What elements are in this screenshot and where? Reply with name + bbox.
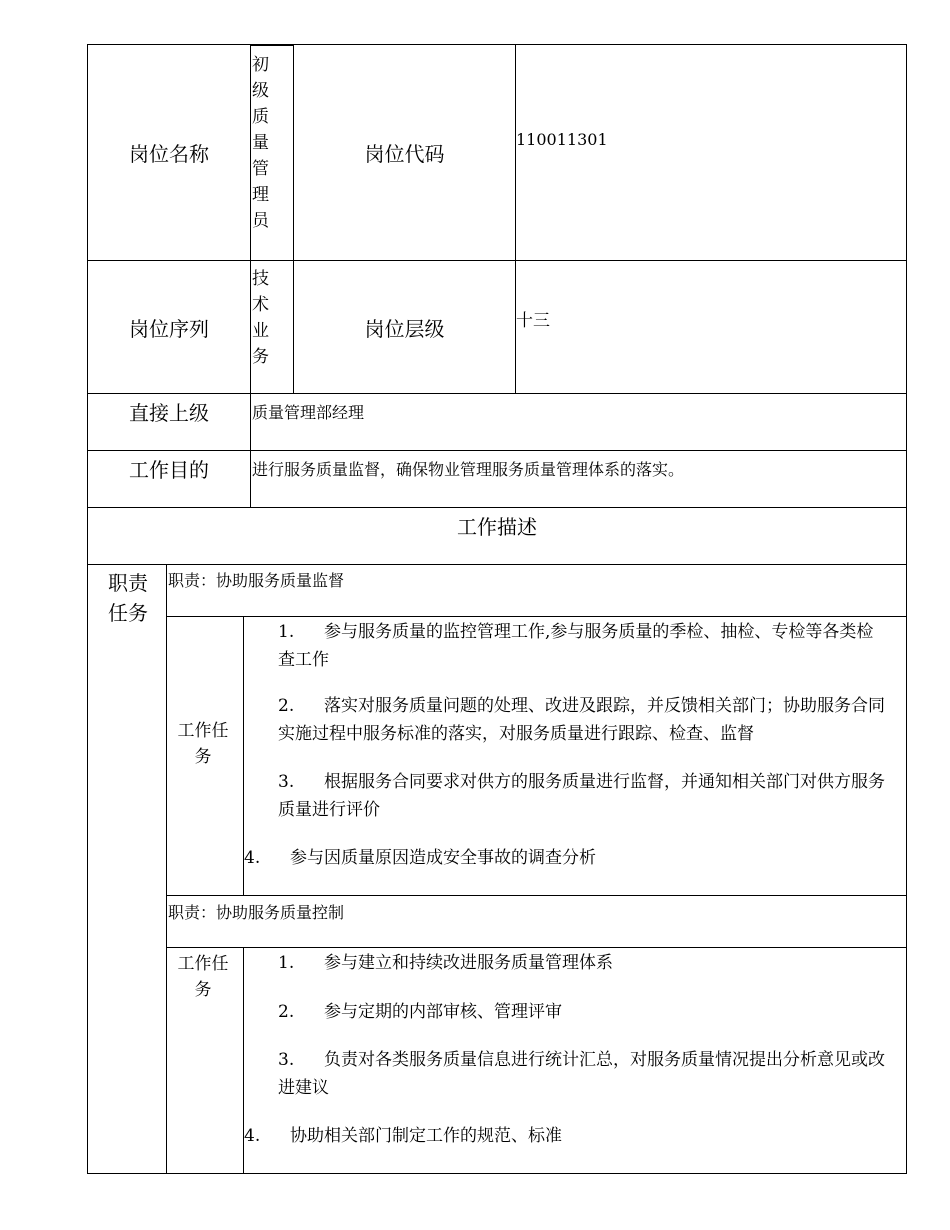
section-2-task-3 xyxy=(278,1046,890,1102)
section-1-task-4 xyxy=(244,844,884,872)
duty-task-label: 职责任务 xyxy=(108,571,148,625)
section-2-task-1 xyxy=(278,949,890,977)
description-title: 工作描述 xyxy=(457,514,537,539)
task-text: 参与建立和持续改进服务质量管理体系 xyxy=(324,953,613,973)
superior-value: 质量管理部经理 xyxy=(252,403,365,422)
purpose-value: 进行服务质量监督，确保物业管理服务质量管理体系的落实。 xyxy=(252,460,685,479)
task-number: 4. xyxy=(244,1126,261,1146)
task-text: 根据服务合同要求对供方的服务质量进行监督，并通知相关部门对供方服务质量进行评价 xyxy=(278,772,885,820)
section-2-task-2 xyxy=(278,998,890,1026)
task-text: 负责对各类服务质量信息进行统计汇总，对服务质量情况提出分析意见或改进建议 xyxy=(278,1050,885,1098)
section-1-duty: 职责：协助服务质量监督 xyxy=(168,571,345,590)
task-number: 1. xyxy=(278,622,295,642)
task-text: 落实对服务质量问题的处理、改进及跟踪，并反馈相关部门；协助服务合同实施过程中服务标准的落实，对服务质量进行跟踪、检查、监督 xyxy=(278,696,885,744)
post-code-divider xyxy=(515,45,516,260)
section-1-task-top xyxy=(166,616,906,617)
task-number: 2. xyxy=(278,696,295,716)
task-number: 2. xyxy=(278,1002,295,1022)
task-text: 协助相关部门制定工作的规范、标准 xyxy=(290,1126,562,1146)
post-level-value: 十三 xyxy=(516,311,550,331)
task-text: 参与因质量原因造成安全事故的调查分析 xyxy=(290,848,596,868)
post-code-value: 110011301 xyxy=(516,130,608,149)
section-2-top xyxy=(166,895,906,896)
task-text: 参与定期的内部审核、管理评审 xyxy=(324,1002,562,1022)
section-2-task-4 xyxy=(244,1122,884,1150)
section-2-task-top xyxy=(166,947,906,948)
section-1-task-label: 工作任务 xyxy=(177,721,229,767)
post-name-label: 岗位名称 xyxy=(129,142,209,166)
superior-label: 直接上级 xyxy=(129,400,209,425)
section-2-task-label: 工作任务 xyxy=(177,954,229,1000)
post-level-label: 岗位层级 xyxy=(364,316,445,341)
purpose-label: 工作目的 xyxy=(129,457,209,482)
section-1-task-3 xyxy=(278,768,890,824)
post-series-label: 岗位序列 xyxy=(129,316,209,341)
task-number: 3. xyxy=(278,772,295,792)
duty-column-divider xyxy=(166,565,167,1173)
task-text: 参与服务质量的监控管理工作,参与服务质量的季检、抽检、专检等各类检查工作 xyxy=(278,622,874,670)
section-1-task-2 xyxy=(278,692,890,748)
post-code-label: 岗位代码 xyxy=(364,142,445,166)
post-name-value: 初级质量管理员 xyxy=(252,55,269,231)
section-1-task-1 xyxy=(278,618,890,674)
task-number: 1. xyxy=(278,953,295,973)
task-number: 3. xyxy=(278,1050,295,1070)
section-2-duty: 职责：协助服务质量控制 xyxy=(168,903,345,922)
post-series-value: 技术业务 xyxy=(252,269,269,367)
row6-top-border xyxy=(88,564,906,565)
task-number: 4. xyxy=(244,848,261,868)
